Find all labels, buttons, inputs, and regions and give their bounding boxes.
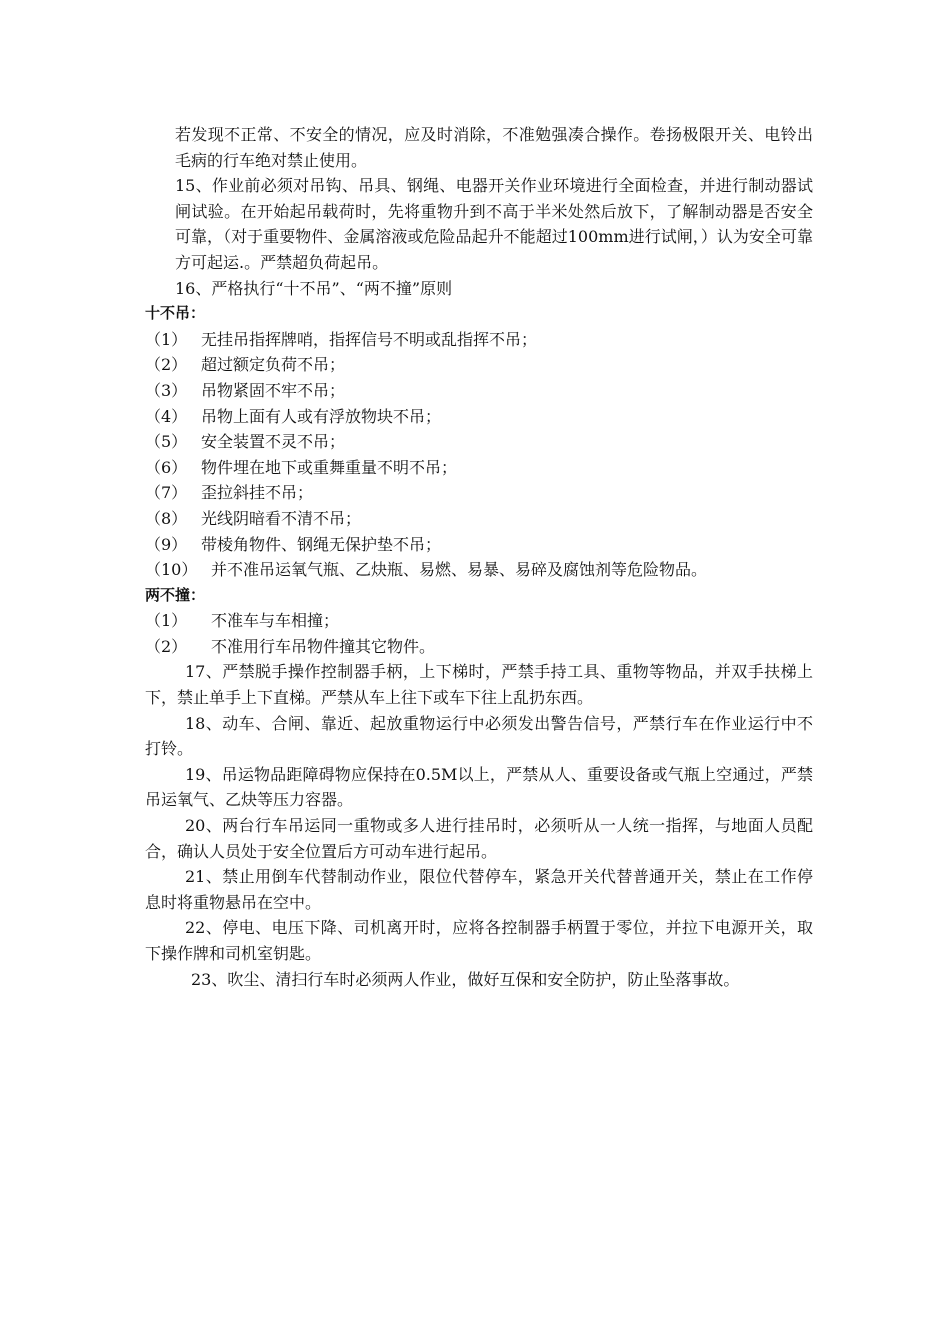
list-item-text: 超过额定负荷不吊； <box>201 355 346 375</box>
list-item-number: （1） <box>145 611 188 631</box>
list-item-number: （7） <box>145 483 188 503</box>
list-item <box>145 352 813 378</box>
list-item <box>145 327 813 353</box>
list-item <box>145 404 813 430</box>
list-item-text: 安全装置不灵不吊； <box>201 432 346 452</box>
list-item-number: （10） <box>145 560 198 580</box>
list-item <box>145 429 813 455</box>
list-item <box>145 532 813 558</box>
list-item-text: 吊物紧固不牢不吊； <box>201 380 346 400</box>
list-item-text: 并不准吊运氧气瓶、乙炔瓶、易燃、易暴、易碎及腐蚀剂等危险物品。 <box>211 560 708 580</box>
list-item <box>145 506 813 532</box>
list-item-number: （6） <box>145 457 188 477</box>
list-item <box>145 455 813 481</box>
list-item <box>145 480 813 506</box>
rule-17-paragraph: 17、严禁脱手操作控制器手柄，上下梯时，严禁手持工具、重物等物品，并双手扶梯上下，禁止单手上下直梯。严禁从车上往下或车下往上乱扔东西。 <box>145 662 813 708</box>
list-item <box>145 378 813 404</box>
list-item-number: （4） <box>145 406 188 426</box>
list-item-text: 带棱角物件、钢绳无保护垫不吊； <box>201 534 442 554</box>
list-item-text: 光线阴暗看不清不吊； <box>201 508 362 528</box>
two-no-collide-heading: 两不撞： <box>145 585 206 604</box>
list-item <box>145 557 813 583</box>
list-item-text: 不准用行车吊物件撞其它物件。 <box>211 636 436 656</box>
rule-19-paragraph: 19、吊运物品距障碍物应保持在0.5M以上，严禁从人、重要设备或气瓶上空通过，严禁吊运氧气、乙炔等压力容器。 <box>145 764 813 810</box>
list-item <box>145 608 813 634</box>
rule-18-paragraph: 18、动车、合闸、靠近、起放重物运行中必须发出警告信号，严禁行车在作业运行中不打铃。 <box>145 713 813 759</box>
two-no-collide-list <box>145 608 813 659</box>
list-item-number: （3） <box>145 380 188 400</box>
list-item-text: 物件埋在地下或重舞重量不明不吊； <box>201 457 458 477</box>
list-item-text: 歪拉斜挂不吊； <box>201 483 314 503</box>
list-item <box>145 634 813 660</box>
list-item-number: （5） <box>145 432 188 452</box>
list-item-number: （8） <box>145 508 188 528</box>
rule-23-paragraph: 23、吹尘、清扫行车时必须两人作业，做好互保和安全防护，防止坠落事故。 <box>191 969 740 989</box>
list-item-text: 无挂吊指挥牌哨，指挥信号不明或乱指挥不吊； <box>201 329 538 349</box>
ten-no-lift-heading: 十不吊： <box>145 304 206 323</box>
rule-16-paragraph: 16、严格执行“十不吊”、“两不撞”原则 <box>175 278 453 298</box>
list-item-number: （9） <box>145 534 188 554</box>
rule-15-paragraph: 15、作业前必须对吊钩、吊具、钢绳、电器开关作业环境进行全面检查，并进行制动器试闸试验。在开始起吊载荷时，先将重物升到不高于半米处然后放下，了解制动器是否安全可靠，（对于重要物件、金属溶液或危险品起升不能超过100mm进行试闸，）认为安全可靠方可起运.。严禁超负荷起吊。 <box>175 176 813 272</box>
paragraph-continuation: 若发现不正常、不安全的情况，应及时消除，不准勉强凑合操作。卷扬极限开关、电铃出毛病的行车绝对禁止使用。 <box>175 125 813 170</box>
rule-21-paragraph: 21、禁止用倒车代替制动作业，限位代替停车，紧急开关代替普通开关，禁止在工作停息时将重物悬吊在空中。 <box>145 867 813 912</box>
rule-22-paragraph: 22、停电、电压下降、司机离开时，应将各控制器手柄置于零位，并拉下电源开关，取下操作牌和司机室钥匙。 <box>145 918 813 963</box>
list-item-number: （1） <box>145 329 188 349</box>
list-item-number: （2） <box>145 355 188 375</box>
list-item-text: 吊物上面有人或有浮放物块不吊； <box>201 406 442 426</box>
document-body <box>145 122 813 992</box>
list-item-number: （2） <box>145 636 188 656</box>
ten-no-lift-list <box>145 327 813 583</box>
list-item-text: 不准车与车相撞； <box>211 611 340 631</box>
rule-20-paragraph: 20、两台行车吊运同一重物或多人进行挂吊时，必须听从一人统一指挥，与地面人员配合，确认人员处于安全位置后方可动车进行起吊。 <box>145 816 813 861</box>
